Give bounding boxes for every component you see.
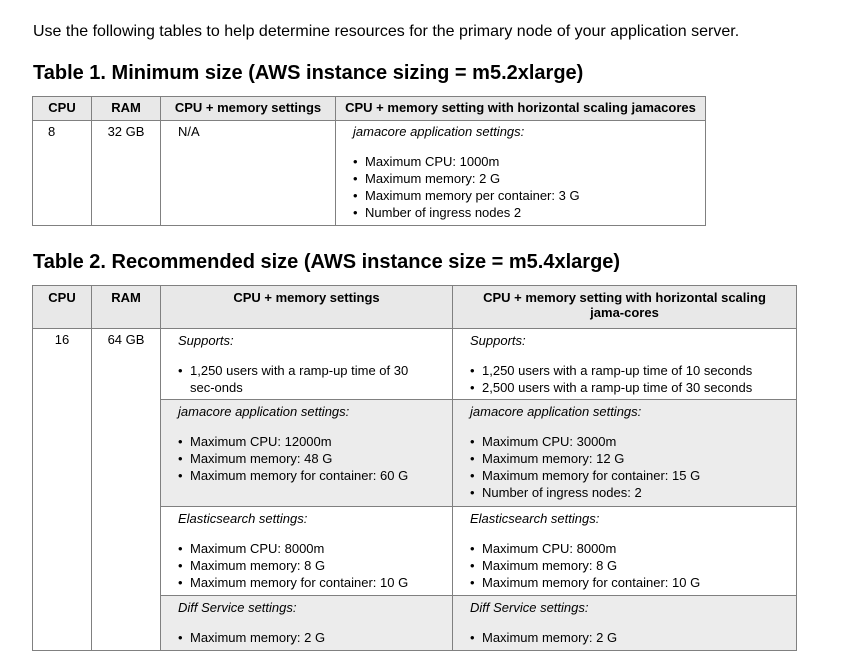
table1-ram-value: 32 GB xyxy=(92,121,161,226)
bullet-list xyxy=(470,540,788,591)
list-item: • Maximum memory for container: 10 G xyxy=(178,574,444,591)
list-item: • Maximum memory: 8 G xyxy=(178,557,444,574)
table2-elasticsearch-right xyxy=(453,507,797,596)
table1-header-settings: CPU + memory settings xyxy=(161,97,336,121)
list-item: • Number of ingress nodes: 2 xyxy=(470,484,788,501)
list-item: • Maximum memory for container: 15 G xyxy=(470,467,788,484)
table1-title: Table 1. Minimum size (AWS instance sizing = m5.2xlarge) xyxy=(33,62,584,84)
table2-jamacore-left xyxy=(161,400,453,507)
table1-minimum-size xyxy=(32,96,706,226)
list-item: • Maximum memory: 2 G xyxy=(178,629,444,646)
table2-header-scaling: CPU + memory setting with horizontal scaling jama-cores xyxy=(453,286,797,329)
bullet-list xyxy=(470,629,788,646)
table1-header-scaling: CPU + memory setting with horizontal scaling jamacores xyxy=(336,97,706,121)
list-item: • Maximum memory: 2 G xyxy=(470,629,788,646)
list-item: • Maximum memory: 2 G xyxy=(353,170,705,187)
list-item: • Maximum memory for container: 60 G xyxy=(178,467,444,484)
list-item: • Maximum CPU: 1000m xyxy=(353,153,705,170)
section-heading: Diff Service settings: xyxy=(178,600,297,615)
table2-supports-right xyxy=(453,329,797,400)
list-item: • Maximum memory: 48 G xyxy=(178,450,444,467)
list-item: • 1,250 users with a ramp-up time of 30 sec-onds xyxy=(178,362,444,396)
table2-elasticsearch-left xyxy=(161,507,453,596)
list-item: • Maximum CPU: 8000m xyxy=(178,540,444,557)
table1-scaling-heading: jamacore application settings: xyxy=(353,124,525,139)
section-heading: Elasticsearch settings: xyxy=(470,511,600,526)
list-item: • Maximum CPU: 8000m xyxy=(470,540,788,557)
list-item: • Maximum memory per container: 3 G xyxy=(353,187,705,204)
list-item: • Maximum memory: 12 G xyxy=(470,450,788,467)
table2-ram-value: 64 GB xyxy=(92,329,161,651)
table2-jamacore-right xyxy=(453,400,797,507)
bullet-list xyxy=(178,540,444,591)
section-heading: jamacore application settings: xyxy=(470,404,642,419)
table2-header-ram: RAM xyxy=(92,286,161,329)
table-row xyxy=(33,121,706,226)
bullet-list xyxy=(178,362,444,396)
section-heading: Diff Service settings: xyxy=(470,600,589,615)
section-heading: Supports: xyxy=(470,333,526,348)
list-item: • Maximum memory: 8 G xyxy=(470,557,788,574)
table2-header-row xyxy=(33,286,797,329)
table1-cpu-value: 8 xyxy=(33,121,92,226)
list-item: • 2,500 users with a ramp-up time of 30 seconds xyxy=(470,379,788,396)
table2-recommended-size xyxy=(32,285,797,651)
list-item: • Maximum CPU: 3000m xyxy=(470,433,788,450)
table1-header-ram: RAM xyxy=(92,97,161,121)
bullet-list xyxy=(178,433,444,484)
table1-scaling-list xyxy=(353,153,705,221)
intro-text: Use the following tables to help determine resources for the primary node of your application server. xyxy=(33,23,740,40)
table2-header-settings: CPU + memory settings xyxy=(161,286,453,329)
list-item: • Number of ingress nodes 2 xyxy=(353,204,705,221)
table1-settings-value: N/A xyxy=(161,121,336,226)
table1-header-cpu: CPU xyxy=(33,97,92,121)
bullet-list xyxy=(178,629,444,646)
table2-diff-right xyxy=(453,596,797,651)
table2-header-cpu: CPU xyxy=(33,286,92,329)
list-item: • Maximum CPU: 12000m xyxy=(178,433,444,450)
table2-cpu-value: 16 xyxy=(33,329,92,651)
table1-header-row xyxy=(33,97,706,121)
table2-supports-left xyxy=(161,329,453,400)
list-item: • 1,250 users with a ramp-up time of 10 seconds xyxy=(470,362,788,379)
section-heading: Elasticsearch settings: xyxy=(178,511,308,526)
list-item: • Maximum memory for container: 10 G xyxy=(470,574,788,591)
bullet-list xyxy=(470,362,788,396)
bullet-list xyxy=(470,433,788,501)
table1-scaling-cell xyxy=(336,121,706,226)
table2-title: Table 2. Recommended size (AWS instance size = m5.4xlarge) xyxy=(33,251,621,273)
table-row xyxy=(33,329,797,400)
section-heading: Supports: xyxy=(178,333,234,348)
table2-diff-left xyxy=(161,596,453,651)
section-heading: jamacore application settings: xyxy=(178,404,350,419)
